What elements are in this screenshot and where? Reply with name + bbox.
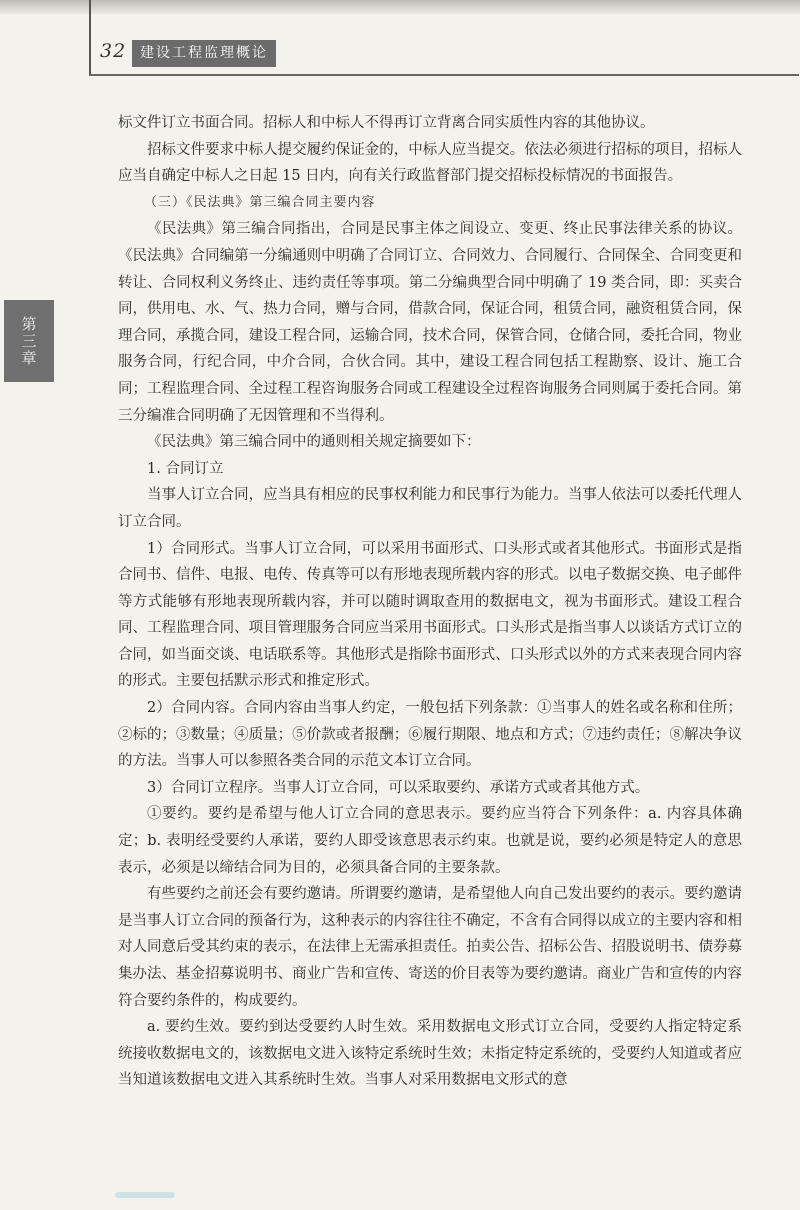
paragraph: ①要约。要约是希望与他人订立合同的意思表示。要约应当符合下列条件：a. 内容具体确定；b. 表明经受要约人承诺，要约人即受该意思表示约束。也就是说，要约必须是特定人的意思表示，必须是以缔结合同为目的，必须具备合同的主要条款。 [118,806,742,876]
book-title: 建设工程监理概论 [132,40,276,67]
top-scan-band [0,0,800,14]
paragraph: 2）合同内容。合同内容由当事人约定，一般包括下列条款：①当事人的姓名或名称和住所；②标的；③数量；④质量；⑤价款或者报酬；⑥履行期限、地点和方式；⑦违约责任；⑧解决争议的方法。当事人可以参照各类合同的示范文本订立合同。 [118,700,742,770]
paragraph: 《民法典》第三编合同中的通则相关规定摘要如下： [147,434,481,451]
paragraph: 1）合同形式。当事人订立合同，可以采用书面形式、口头形式或者其他形式。书面形式是指合同书、信件、电报、电传、传真等可以有形地表现所载内容的形式。以电子数据交换、电子邮件等方式能够有形地表现所载内容，并可以随时调取查用的数据电文，视为书面形式。建设工程合同、工程监理合同、项目管理服务合同应当采用书面形式。口头形式是指当事人以谈话方式订立的合同，如当面交谈、电话联系等。其他形式是指除书面形式、口头形式以外的方式来表现合同内容的形式。主要包括默示形式和推定形式。 [118,540,742,690]
page-body [118,110,742,1094]
paragraph: 当事人订立合同，应当具有相应的民事权利能力和民事行为能力。当事人依法可以委托代理人订立合同。 [118,487,742,530]
paragraph: a. 要约生效。要约到达受要约人时生效。采用数据电文形式订立合同，受要约人指定特定系统接收数据电文的，该数据电文进入该特定系统时生效；未指定特定系统的，受要约人知道或者应当知道该数据电文进入其系统时生效。当事人对采用数据电文形式的意 [118,1019,742,1089]
scan-smudge [115,1192,175,1198]
header-vertical-rule [89,0,91,76]
paragraph: 招标文件要求中标人提交履约保证金的，中标人应当提交。依法必须进行招标的项目，招标人应当自确定中标人之日起 15 日内，向有关行政监督部门提交招标投标情况的书面报告。 [118,141,742,185]
paragraph: 标文件订立书面合同。招标人和中标人不得再订立背离合同实质性内容的其他协议。 [118,115,655,131]
header-horizontal-rule [89,74,799,76]
paragraph: 有些要约之前还会有要约邀请。所谓要约邀请，是希望他人向自己发出要约的表示。要约邀请是当事人订立合同的预备行为，这种表示的内容往往不确定，不含有合同得以成立的主要内容和相对人同意后受其约束的表示，在法律上无需承担责任。拍卖公告、招标公告、招股说明书、债券募集办法、基金招募说明书、商业广告和宣传、寄送的价目表等为要约邀请。商业广告和宣传的内容符合要约条件的，构成要约。 [118,886,742,1009]
paragraph: 3）合同订立程序。当事人订立合同，可以采取要约、承诺方式或者其他方式。 [147,779,650,796]
chapter-tab: 第三章 [4,300,54,382]
page-number: 32 [100,40,127,62]
section-heading: （三）《民法典》第三编合同主要内容 [144,194,376,210]
paragraph: 《民法典》第三编合同指出，合同是民事主体之间设立、变更、终止民事法律关系的协议。《民法典》合同编第一分编通则中明确了合同订立、合同效力、合同履行、合同保全、合同变更和转让、合同权利义务终止、违约责任等事项。第二分编典型合同中明确了 19 类合同，即：买卖合同，供用电、水、气、热力合同，赠与合同，借款合同，保证合同，租赁合同，融资租赁合同，保理合同，承揽合同，建设工程合同，运输合同，技术合同，保管合同，仓储合同，委托合同，物业服务合同，行纪合同，中介合同，合伙合同。其中，建设工程合同包括工程勘察、设计、施工合同；工程监理合同、全过程工程咨询服务合同或工程建设全过程咨询服务合同则属于委托合同。第三分编准合同明确了无因管理和不当得利。 [118,221,742,424]
subsection-heading: 1. 合同订立 [147,460,224,477]
